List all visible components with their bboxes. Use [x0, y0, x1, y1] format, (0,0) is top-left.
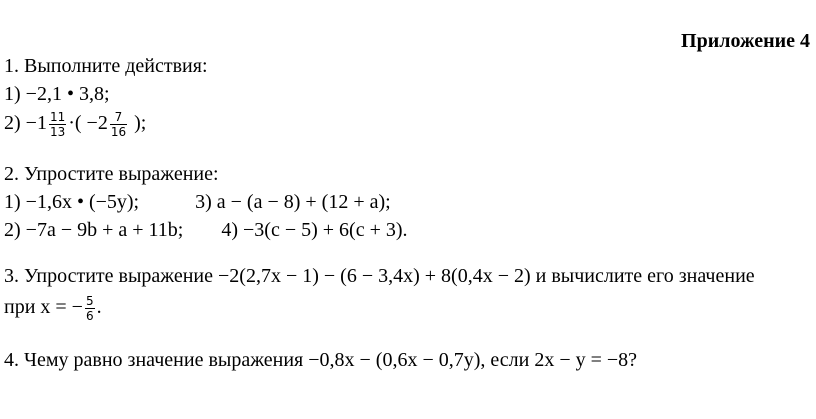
- fraction-denominator: 16: [110, 125, 127, 139]
- task3-line2-suffix: .: [96, 296, 102, 319]
- task2-item2: 2) −7a − 9b + a + 11b;: [4, 219, 184, 241]
- fraction-numerator: 7: [110, 110, 127, 125]
- fraction-denominator: 13: [49, 125, 66, 139]
- task1-item2-suffix: );: [129, 112, 147, 135]
- fraction: [49, 110, 66, 139]
- task3-line1: 3. Упростите выражение −2(2,7x − 1) − (6 − 3,4x) + 8(0,4x − 2) и вычислите его значение: [4, 265, 755, 287]
- task1-item2-mid: ·( −2: [68, 112, 108, 135]
- task1-item2-prefix: 2) −1: [4, 112, 47, 135]
- task1-title: 1. Выполните действия:: [4, 55, 208, 77]
- task2-item4: 4) −3(c − 5) + 6(c + 3).: [221, 219, 408, 241]
- task1-item1: 1) −2,1 • 3,8;: [4, 83, 110, 105]
- fraction-numerator: 5: [85, 294, 94, 308]
- task3-line2-prefix: при x = −: [4, 296, 83, 319]
- task3-line2: [4, 294, 102, 323]
- task2-item3: 3) a − (a − 8) + (12 + a);: [195, 191, 391, 213]
- task2-item1: 1) −1,6x • (−5y);: [4, 191, 140, 213]
- fraction-denominator: 6: [85, 309, 94, 323]
- fraction: [85, 294, 95, 323]
- appendix-label: Приложение 4: [681, 30, 810, 52]
- task2-title: 2. Упростите выражение:: [4, 163, 219, 185]
- task2-row2: [4, 218, 408, 242]
- task1-item2: [4, 110, 146, 139]
- fraction-numerator: 11: [49, 110, 66, 124]
- task4-line: 4. Чему равно значение выражения −0,8x − (0,6x − 0,7y), если 2x − y = −8?: [4, 349, 638, 371]
- task2-row1: [4, 190, 391, 214]
- fraction: [110, 110, 127, 139]
